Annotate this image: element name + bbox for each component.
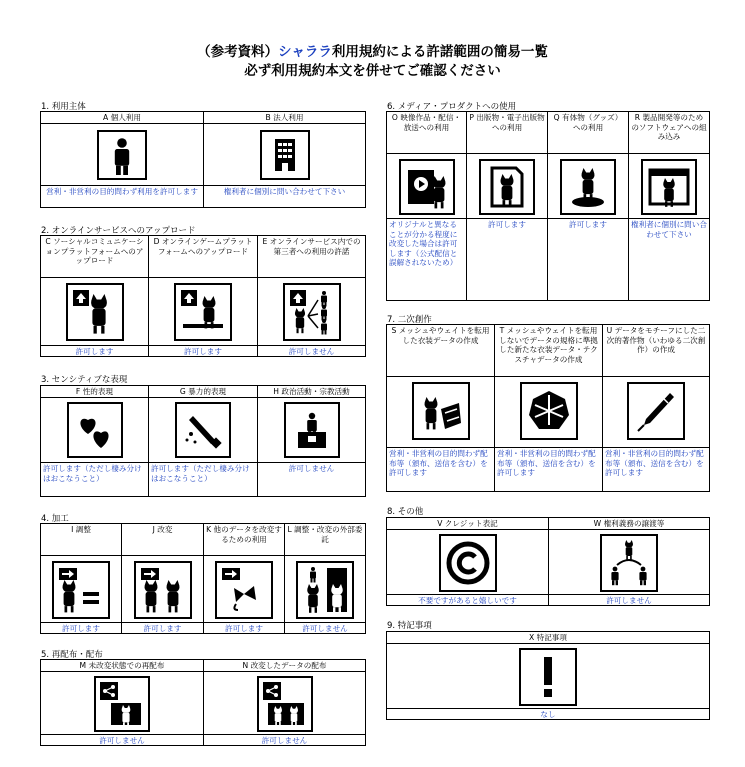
cell-header: G 暴力的表現 [149, 386, 257, 398]
cell-w [549, 518, 709, 605]
cell-f [41, 386, 149, 496]
cell-x [387, 632, 709, 719]
cell-d [149, 236, 258, 356]
section-7-table [386, 324, 710, 492]
cell-result: 許可します（ただし棲み分けはおこなうこと） [149, 462, 257, 496]
cell-header: R 製品開発等のためのソフトウェアへの組み込み [629, 112, 709, 154]
title-brand: シャララ [278, 44, 332, 60]
cell-v [387, 518, 549, 605]
cell-result: なし [387, 708, 709, 719]
cell-header: V クレジット表記 [387, 518, 548, 530]
cell-q [548, 112, 629, 300]
cell-s [387, 325, 495, 491]
cell-result: 許可します [548, 218, 628, 300]
section-5-table [40, 659, 366, 746]
cell-result: 営利・非営利の目的問わず配布等（頒布、送信を含む）を許可します [387, 447, 494, 491]
cell-result: 権利者に個別に問い合わせて下さい [629, 218, 709, 300]
cell-header: A 個人利用 [41, 112, 203, 124]
adjust-icon [52, 561, 110, 619]
cell-header: T メッシュやウェイトを転用しないでデータの規格に準拠した新たな衣装データ・テクスチャデータの作成 [495, 325, 602, 377]
cell-header: S メッシュやウェイトを転用した衣装データの作成 [387, 325, 494, 377]
cell-header: C ソーシャルコミュニケーションプラットフォームへのアップロード [41, 236, 148, 278]
section-2-table [40, 235, 366, 357]
page-title [0, 40, 745, 60]
cell-b [204, 112, 365, 207]
section-title-2: 2. オンラインサービスへのアップロード [41, 226, 196, 236]
title-open: （参考資料） [197, 44, 279, 60]
exclamation-icon [519, 648, 577, 706]
section-3-table [40, 385, 366, 497]
cell-header: P 出版物・電子出版物への利用 [467, 112, 547, 154]
section-title-4: 4. 加工 [41, 514, 69, 524]
pen-icon [627, 382, 685, 440]
cell-result: 許可しません [258, 345, 365, 356]
section-title-7: 7. 二次創作 [387, 315, 432, 325]
cell-result: オリジナルと異なることが分かる程度に改変した場合は許可します（公式配信と誤解されないため） [387, 218, 466, 300]
cell-u [603, 325, 709, 491]
cell-i [41, 524, 122, 633]
cell-result: 営利・非営利の目的問わず利用を許可します [41, 185, 203, 207]
cell-header: N 改変したデータの配布 [204, 660, 365, 672]
building-icon [260, 130, 310, 180]
video-icon [399, 159, 455, 215]
section-4-table [40, 523, 366, 634]
cell-result: 許可しません [258, 462, 365, 496]
cell-header: K 他のデータを改変するための利用 [204, 524, 284, 556]
cell-a [41, 112, 204, 207]
cell-n [204, 660, 365, 745]
game-platform-icon [174, 283, 232, 341]
cell-p [467, 112, 548, 300]
section-8-table [386, 517, 710, 606]
section-9-table [386, 631, 710, 720]
costume-mesh-icon [412, 382, 470, 440]
cell-result: 許可します [467, 218, 547, 300]
cell-result: 許可します [41, 345, 148, 356]
cell-header: M 未改変状態での再配布 [41, 660, 203, 672]
cell-result: 営利・非営利の目的問わず配布等（頒布、送信を含む）を許可します [495, 447, 602, 491]
cell-m [41, 660, 204, 745]
cell-k [204, 524, 285, 633]
cell-header: I 調整 [41, 524, 121, 556]
cell-result: 許可します [41, 622, 121, 633]
section-title-3: 3. センシティブな表現 [41, 375, 128, 385]
cell-header: W 権利義務の譲渡等 [549, 518, 709, 530]
cell-header: D オンラインゲームプラットフォームへのアップロード [149, 236, 257, 278]
cell-g [149, 386, 258, 496]
cell-h [258, 386, 365, 496]
redistribute-icon [94, 676, 150, 732]
section-title-5: 5. 再配布・配布 [41, 650, 103, 660]
outsource-icon [296, 561, 354, 619]
cell-result: 営利・非営利の目的問わず配布等（頒布、送信を含む）を許可します [603, 447, 709, 491]
publication-icon [479, 159, 535, 215]
section-title-1: 1. 利用主体 [41, 102, 86, 112]
knife-icon [175, 402, 231, 458]
distribute-modified-icon [257, 676, 313, 732]
goods-icon [560, 159, 616, 215]
cell-header: X 特記事項 [387, 632, 709, 644]
ribbon-icon [215, 561, 273, 619]
cell-header: B 法人利用 [204, 112, 365, 124]
section-title-8: 8. その他 [387, 507, 424, 517]
section-6-table [386, 111, 710, 301]
cell-e [258, 236, 365, 356]
section-1-table [40, 111, 366, 208]
social-upload-icon [66, 283, 124, 341]
cell-result: 権利者に個別に問い合わせて下さい [204, 185, 365, 207]
cell-header: E オンラインサービス内での第三者への利用の許諾 [258, 236, 365, 278]
section-title-9: 9. 特記事項 [387, 621, 432, 631]
software-icon [641, 159, 697, 215]
cell-result: 許可します [149, 345, 257, 356]
podium-icon [284, 402, 340, 458]
cell-header: F 性的表現 [41, 386, 148, 398]
person-icon [97, 130, 147, 180]
cell-result: 許可しません [285, 622, 365, 633]
third-party-license-icon [283, 283, 341, 341]
cell-header: J 改変 [122, 524, 203, 556]
cell-header: U データをモチーフにした二次的著作物（いわゆる二次創作）の作成 [603, 325, 709, 377]
cell-r [629, 112, 709, 300]
cell-header: Q 有体物（グッズ）への利用 [548, 112, 628, 154]
cell-header: O 映像作品・配信・放送への利用 [387, 112, 466, 154]
page-subtitle: 必ず利用規約本文を併せてご確認ください [244, 63, 501, 79]
modify-icon [134, 561, 192, 619]
new-costume-icon [520, 382, 578, 440]
cell-result: 許可しません [204, 734, 365, 745]
cell-result: 許可しません [549, 594, 709, 605]
cell-result: 許可します [204, 622, 284, 633]
transfer-rights-icon [600, 534, 658, 592]
title-rest: 利用規約による許諾範囲の簡易一覧 [331, 44, 548, 60]
cell-header: L 調整・改変の外部委託 [285, 524, 365, 556]
cell-result: 許可します（ただし棲み分けはおこなうこと） [41, 462, 148, 496]
hearts-icon [67, 402, 123, 458]
cell-t [495, 325, 603, 491]
section-title-6: 6. メディア・プロダクトへの使用 [387, 102, 517, 112]
cell-j [122, 524, 204, 633]
cell-o [387, 112, 467, 300]
cell-result: 許可しません [41, 734, 203, 745]
cell-l [285, 524, 365, 633]
cell-result: 不要ですがあると嬉しいです [387, 594, 548, 605]
cell-c [41, 236, 149, 356]
cell-result: 許可します [122, 622, 203, 633]
copyright-icon [439, 534, 497, 592]
cell-header: H 政治活動・宗教活動 [258, 386, 365, 398]
